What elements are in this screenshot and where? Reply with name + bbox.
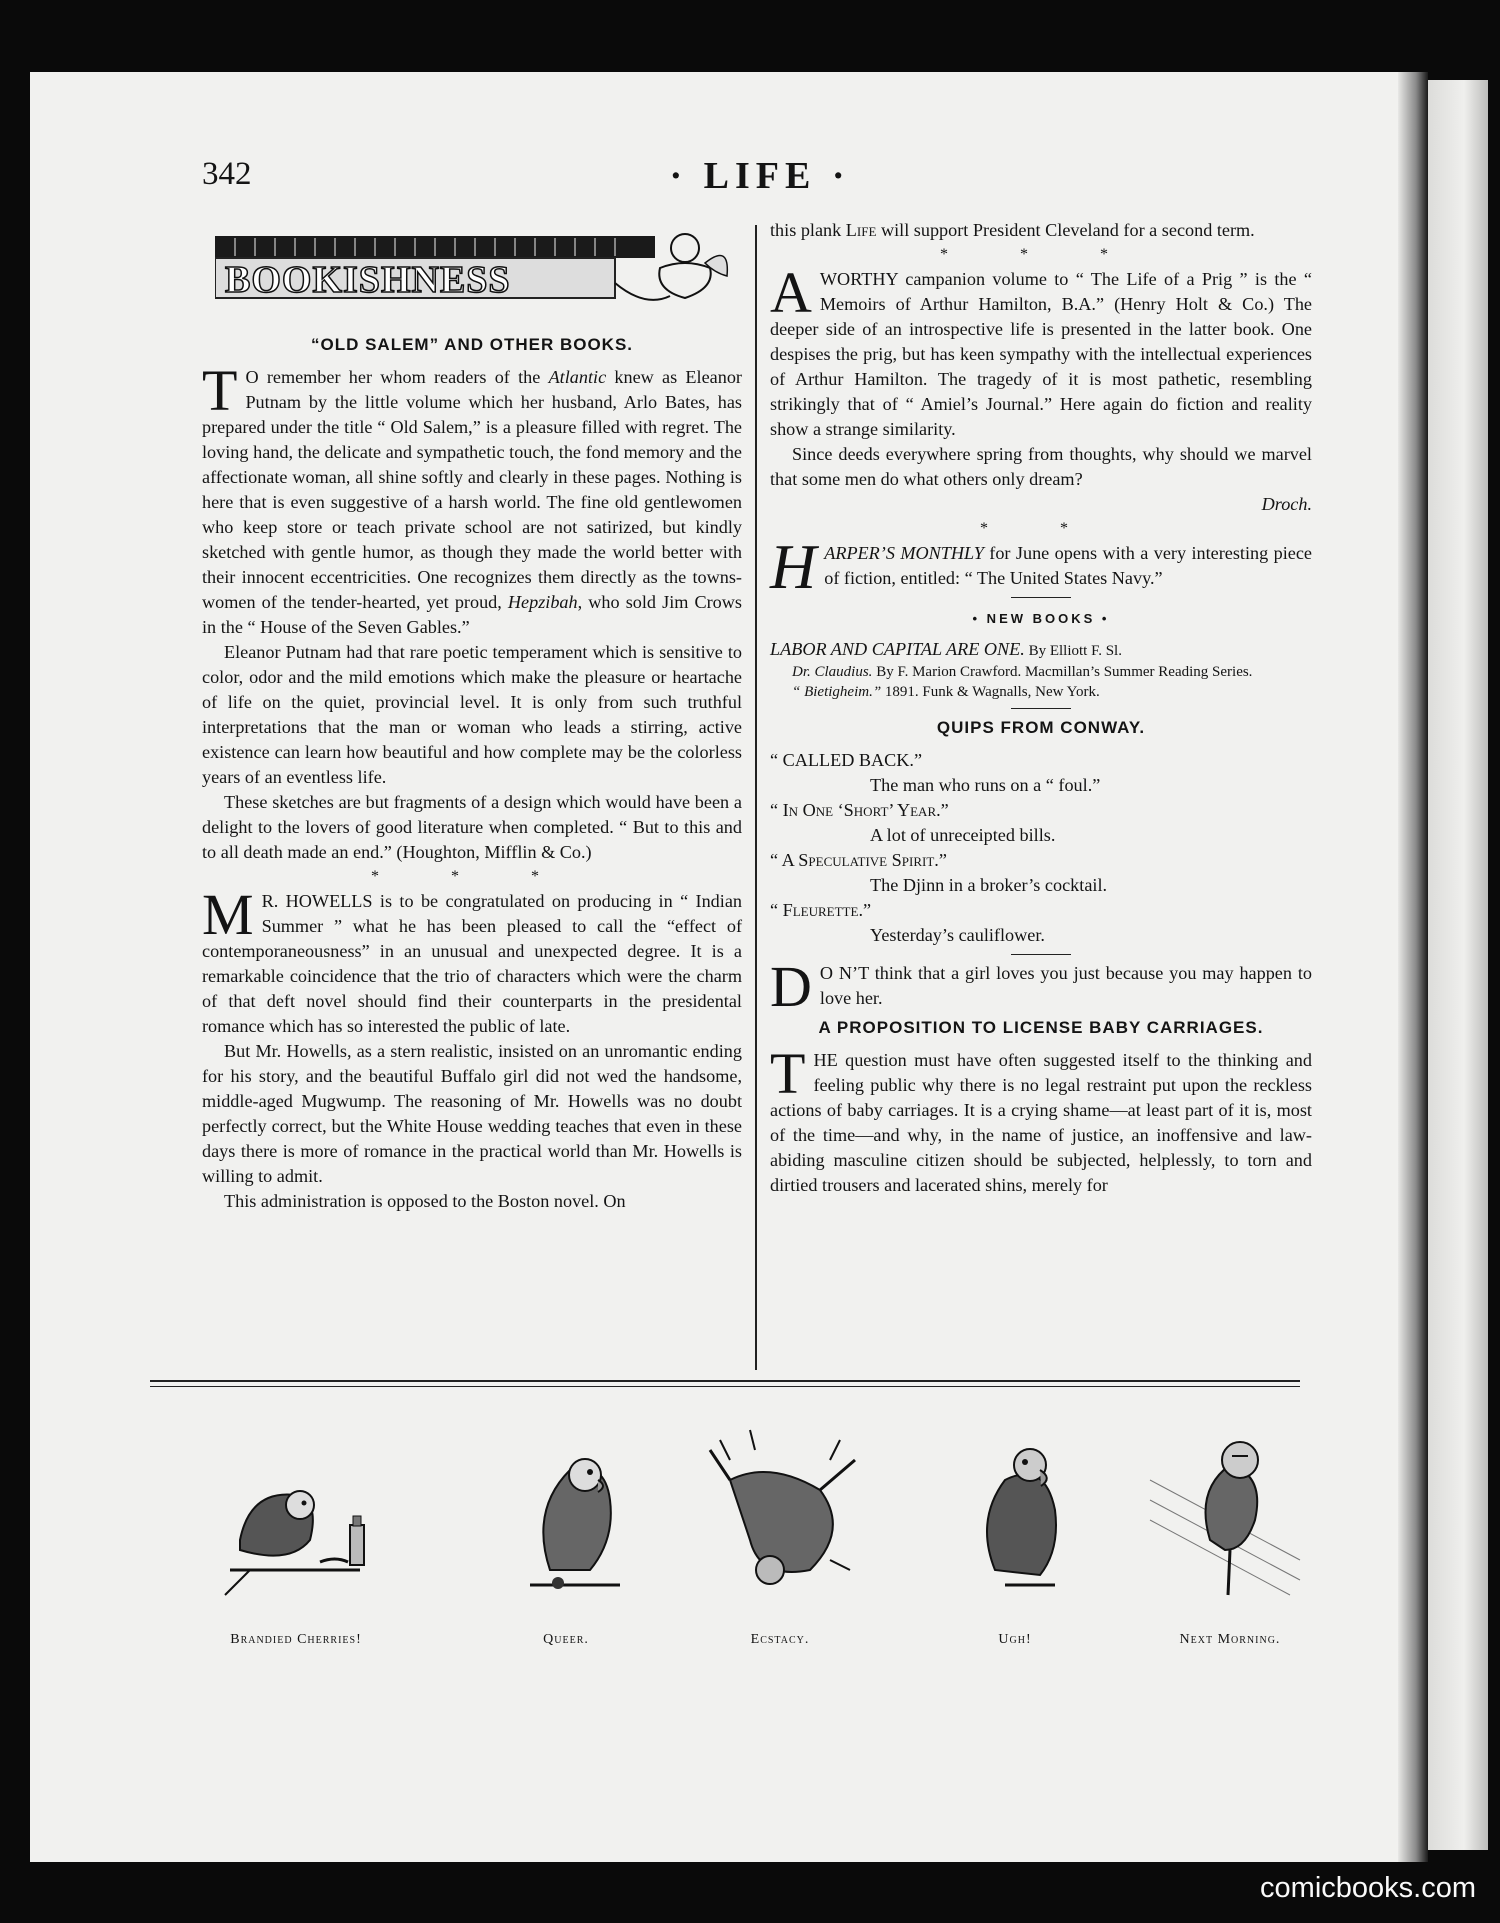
bottom-rule bbox=[150, 1380, 1300, 1382]
divider bbox=[1011, 708, 1071, 709]
divider bbox=[1011, 954, 1071, 955]
left-column bbox=[202, 328, 742, 1214]
caption-next-morning: Next Morning. bbox=[1179, 1632, 1281, 1647]
quip-answer: A lot of unreceipted bills. bbox=[870, 825, 1056, 845]
masthead: · LIFE · bbox=[669, 155, 851, 197]
quips-heading: QUIPS FROM CONWAY. bbox=[936, 718, 1146, 737]
quip-answer: The Djinn in a broker’s cocktail. bbox=[870, 875, 1108, 895]
droch-signature: Droch. bbox=[1261, 494, 1312, 514]
howells-paragraph-3: This administration is opposed to the Boston novel. On bbox=[224, 1191, 626, 1211]
new-book-1: LABOR AND CAPITAL ARE ONE. By Elliott F. Sl. bbox=[770, 639, 1122, 659]
caption-ugh: Ugh! bbox=[998, 1632, 1032, 1647]
harpers-paragraph: HARPER’S MONTHLY for June opens with a very interesting piece of fiction, entitled: “ The United States Navy.” bbox=[770, 531, 1313, 602]
drop-cap-h: H bbox=[770, 531, 817, 602]
drop-cap-m: M bbox=[202, 882, 254, 947]
column-divider bbox=[755, 225, 757, 1370]
book-spine-shadow bbox=[1398, 72, 1428, 1862]
section-stars: * * * bbox=[940, 246, 1142, 263]
proposition-heading: A PROPOSITION TO LICENSE BABY CARRIAGES. bbox=[818, 1018, 1264, 1037]
new-book-3: “ Bietigheim.” 1891. Funk & Wagnalls, New York. bbox=[792, 684, 1100, 700]
cleveland-continuation: this plank Life will support President Cleveland for a second term. bbox=[770, 220, 1255, 240]
drop-cap-a: A bbox=[770, 260, 812, 325]
drop-cap-d: D bbox=[770, 954, 812, 1019]
quip-title: “ CALLED BACK.” bbox=[770, 750, 923, 770]
parrot-illustration-queer bbox=[490, 1420, 660, 1600]
page-number: 342 bbox=[202, 156, 252, 192]
old-salem-heading: “OLD SALEM” AND OTHER BOOKS. bbox=[310, 335, 634, 354]
old-salem-paragraph-2: Eleanor Putnam had that rare poetic temperament which is sensitive to color, odor and the mild emotions which make the pleasure or heartache of life on the quiet, provincial level. It is only from such truthful interpretations that the man or woman who leads a stirring, active existence can learn how beautiful and how complete may be the colorless years of an eventless life. bbox=[202, 642, 742, 787]
howells-paragraph-2: But Mr. Howells, as a stern realistic, insisted on an unromantic ending for his story, and the beautiful Buffalo girl did not wed the handsome, middle-aged Mugwump. The reasoning of Mr. Howells was no doubt perfectly correct, but the White House wedding teaches that even in these days there is more of romance in the practical world than Mr. Howells is willing to admit. bbox=[202, 1041, 742, 1186]
caption-brandied-cherries: Brandied Cherries! bbox=[230, 1632, 362, 1647]
drop-cap-t: T bbox=[202, 358, 238, 423]
right-column bbox=[770, 218, 1312, 1198]
new-books-heading: • NEW BOOKS • bbox=[972, 611, 1110, 626]
old-salem-paragraph-1: T O remember her whom readers of the Atlantic knew as Eleanor Putnam by the little volume which her husband, Arlo Bates, has prepared under the title “ Old Salem,” is a pleasure filled with regret. The loving hand, the delicate and sympathetic touch, the fond memory and the affectionate woman, all shine softly and clearly in these pages. Nothing is here that is even suggestive of a harsh world. The fine old gentlewomen who keep store or teach private school are not satirized, but kindly sketched with gentle humor, as though they made the world better with their innocent eccentricities. One recognizes them directly as the towns-women of the tender-hearted, yet proud, Hepzibah, who sold Jim Crows in the “ House of the Seven Gables.” bbox=[202, 358, 742, 637]
parrot-illustration-brandied bbox=[210, 1420, 380, 1600]
bottom-rule bbox=[150, 1386, 1300, 1387]
watermark: comicbooks.com bbox=[1260, 1872, 1476, 1904]
quip-title: “ A Speculative Spirit.” bbox=[770, 850, 947, 870]
quip-answer: The man who runs on a “ foul.” bbox=[870, 775, 1101, 795]
proposition-paragraph: THE question must have often suggested itself to the thinking and feeling public why there is no legal restraint put upon the reckless actions of baby carriages. It is a crying shame—at least part of it is, most of the time—and why, in the name of justice, an inoffensive and law-abiding masculine citizen should be subjected, helplessly, to torn and dirtied trousers and lacerated shins, merely for bbox=[770, 1041, 1312, 1195]
caption-queer: Queer. bbox=[543, 1632, 589, 1647]
banner-title: BOOKISHNESS bbox=[225, 259, 511, 301]
parrot-illustration-next-morning bbox=[1140, 1420, 1310, 1600]
deeds-paragraph: Since deeds everywhere spring from thoughts, why should we marvel that some men do what others only dream? bbox=[770, 444, 1312, 489]
quip-answer: Yesterday’s cauliflower. bbox=[870, 925, 1045, 945]
section-stars: * * * bbox=[371, 868, 573, 885]
facing-page-edge bbox=[1428, 80, 1488, 1850]
drop-cap-t: T bbox=[770, 1041, 806, 1106]
howells-paragraph-1: M R. HOWELLS is to be congratulated on producing in “ Indian Summer ” what he has been pleased to call the “effect of contemporaneousness” in an unusual and unexpected degree. It is a remarkable coincidence that the trio of characters which were the charm of that deft novel should find their counterparts in the presidental romance which has so interested the public of late. bbox=[202, 882, 742, 1036]
quip-title: “ In One ‘Short’ Year.” bbox=[770, 800, 949, 820]
parrot-illustration-ugh bbox=[945, 1420, 1115, 1600]
parrot-illustration-ecstacy bbox=[700, 1420, 870, 1600]
caption-ecstacy: Ecstacy. bbox=[750, 1632, 810, 1647]
bookishness-banner bbox=[215, 228, 735, 318]
divider bbox=[1011, 597, 1071, 598]
quips-list bbox=[770, 748, 1312, 948]
dont-paragraph: D O N’T think that a girl loves you just because you may happen to love her. bbox=[770, 954, 1312, 1019]
section-stars: * * bbox=[980, 520, 1102, 537]
quip-title: “ Fleurette.” bbox=[770, 900, 872, 920]
old-salem-paragraph-3: These sketches are but fragments of a design which would have been a delight to the lovers of good literature when completed. “ But to this and to all death made an end.” (Houghton, Mifflin & Co.) bbox=[202, 792, 742, 862]
new-book-2: Dr. Claudius. By F. Marion Crawford. Macmillan’s Summer Reading Series. bbox=[792, 664, 1253, 680]
worthy-paragraph: AWORTHY campanion volume to “ The Life of a Prig ” is the “ Memoirs of Arthur Hamilton, B.A.” (Henry Holt & Co.) The deeper side of an introspective life is presented in the latter book. One despises the prig, but has keen sympathy with the intellectual experiences of Arthur Hamilton. The tragedy of it is most pathetic, resembling strikingly that of “ Amiel’s Journal.” Here again do fiction and reality show a strange similarity. bbox=[770, 260, 1312, 439]
